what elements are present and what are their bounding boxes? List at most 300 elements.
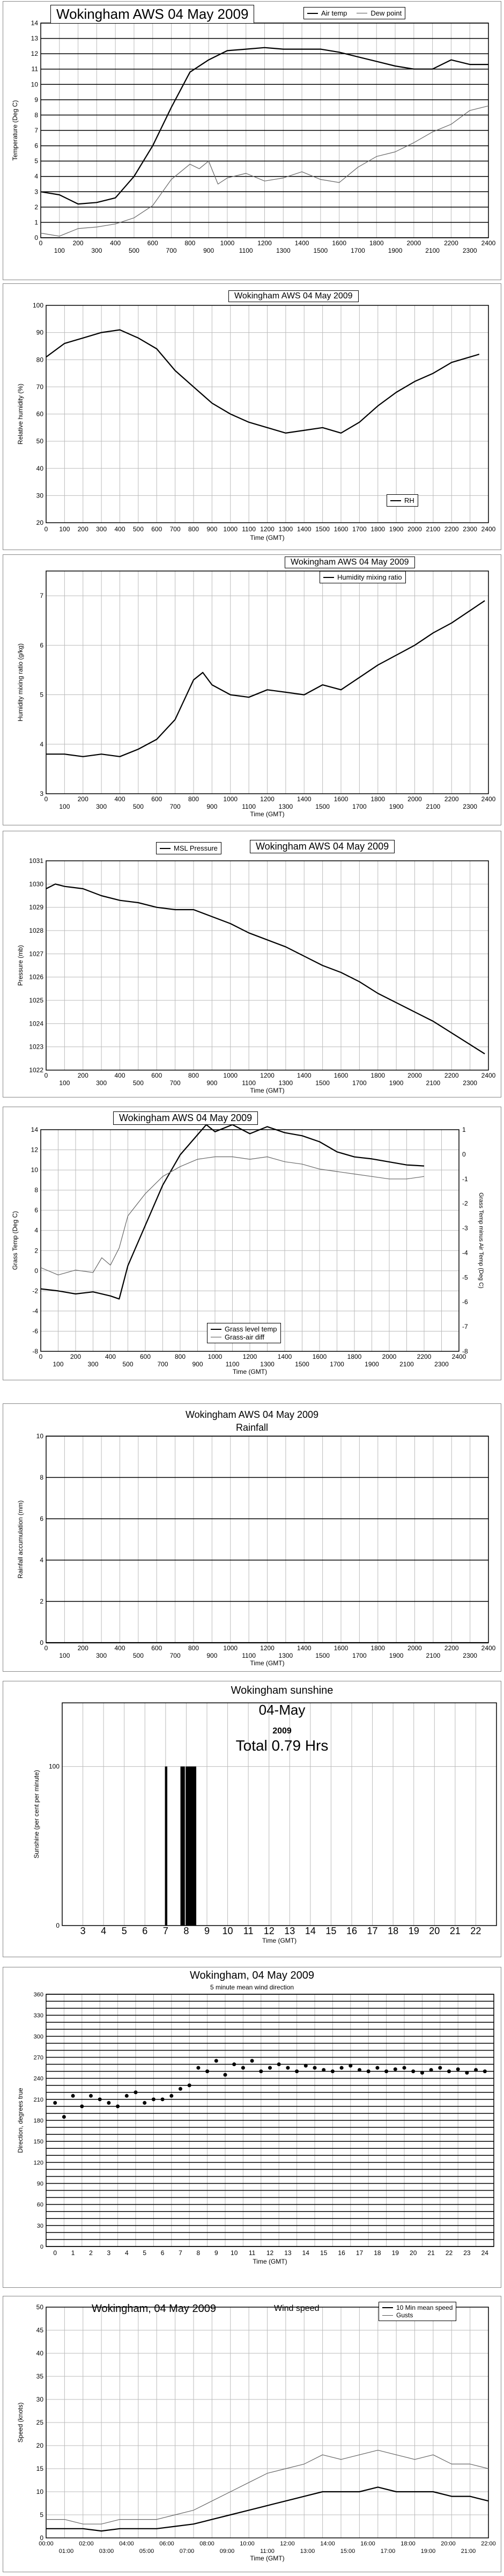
data-point <box>331 2069 335 2073</box>
x-tick-label: 2200 <box>417 1353 432 1360</box>
legend-grass-air-diff: Grass-air diff <box>225 1333 265 1341</box>
y-axis-label: Direction, degrees true <box>17 2088 24 2153</box>
x-tick-label: 06:00 <box>159 2541 174 2547</box>
x-tick-label: 0 <box>44 1072 48 1079</box>
x-tick-label: 200 <box>77 525 88 533</box>
x-tick-label: 600 <box>147 239 158 247</box>
x-tick-label: 12 <box>266 2249 274 2257</box>
pressure-legend <box>156 842 221 854</box>
y2-tick-label: -3 <box>462 1224 468 1232</box>
data-point <box>125 2094 129 2098</box>
y-tick-label: 25 <box>36 2419 43 2426</box>
x-tick-label: 2400 <box>481 525 496 533</box>
x-tick-label: 2300 <box>462 247 477 254</box>
x-tick-label: 16 <box>338 2249 345 2257</box>
x-tick-label: 8 <box>183 1926 189 1936</box>
y-tick-label: 40 <box>36 464 43 472</box>
y-tick-label: 35 <box>36 2373 43 2380</box>
x-tick-label: 2400 <box>481 1644 496 1652</box>
x-axis-label: Time (GMT) <box>253 2258 287 2265</box>
x-tick-label: 100 <box>59 803 70 810</box>
x-tick-label: 2300 <box>463 1079 477 1087</box>
x-tick-label: 800 <box>188 525 199 533</box>
data-point <box>224 2073 227 2077</box>
data-point <box>205 2069 209 2073</box>
x-tick-label: 3 <box>80 1926 86 1936</box>
data-point <box>214 2059 218 2063</box>
data-point <box>250 2059 254 2063</box>
data-point <box>71 2094 75 2098</box>
x-tick-label: 18 <box>388 1926 399 1936</box>
y-tick-label: 6 <box>34 1206 38 1214</box>
x-tick-label: 200 <box>77 1072 88 1079</box>
data-point <box>286 2066 290 2070</box>
x-tick-label: 700 <box>169 1079 181 1087</box>
y-tick-label: 10 <box>31 1166 38 1174</box>
y-tick-label: 100 <box>48 1762 60 1770</box>
y-axis-label: Humidity mixing ratio (g/kg) <box>17 643 24 722</box>
x-tick-label: 5 <box>121 1926 127 1936</box>
y-tick-label: 12 <box>31 50 38 58</box>
y-tick-label: 6 <box>40 641 43 649</box>
x-tick-label: 05:00 <box>139 2548 154 2555</box>
y-axis-label: Sunshine (per cent per minute) <box>33 1770 40 1858</box>
x-tick-label: 1200 <box>257 239 272 247</box>
x-tick-label: 500 <box>132 803 144 810</box>
y-tick-label: 10 <box>36 1432 43 1440</box>
x-tick-label: 100 <box>54 247 65 254</box>
data-point <box>367 2069 370 2073</box>
x-tick-label: 400 <box>114 525 125 533</box>
x-tick-label: 1 <box>71 2249 75 2257</box>
y-tick-label: 45 <box>36 2326 43 2334</box>
x-tick-label: 600 <box>151 1072 162 1079</box>
x-tick-label: 2000 <box>382 1353 397 1360</box>
x-tick-label: 08:00 <box>199 2541 214 2547</box>
x-tick-label: 1800 <box>369 239 384 247</box>
x-tick-label: 1900 <box>389 803 404 810</box>
mixing-ratio-chart <box>3 555 501 825</box>
y-tick-label: 5 <box>40 691 43 699</box>
y-tick-label: 0 <box>56 1922 60 1929</box>
data-point <box>375 2066 379 2070</box>
x-tick-label: 1700 <box>352 1079 367 1087</box>
x-tick-label: 22 <box>470 1926 481 1936</box>
x-tick-label: 1700 <box>351 247 365 254</box>
x-tick-label: 100 <box>59 1652 70 1659</box>
legend-grass-level-temp: Grass level temp <box>225 1325 277 1333</box>
x-tick-label: 11 <box>243 1926 254 1936</box>
x-tick-label: 23 <box>463 2249 471 2257</box>
y-tick-label: 90 <box>36 328 43 336</box>
y-tick-label: 60 <box>36 410 43 418</box>
x-tick-label: 700 <box>169 525 181 533</box>
x-tick-label: 9 <box>204 1926 210 1936</box>
x-tick-label: 2000 <box>407 1072 422 1079</box>
y2-tick-label: -5 <box>462 1274 468 1282</box>
wind-direction-chart-panel <box>3 1967 501 2288</box>
data-point <box>196 2066 200 2070</box>
x-tick-label: 7 <box>179 2249 182 2257</box>
y-axis-label: Temperature (Deg C) <box>11 100 19 161</box>
x-tick-label: 700 <box>166 247 177 254</box>
mixing-ratio-legend <box>320 571 406 583</box>
x-tick-label: 2400 <box>481 1072 496 1079</box>
y-tick-label: 150 <box>33 2139 43 2146</box>
x-tick-label: 17:00 <box>380 2548 396 2555</box>
data-point <box>277 2062 281 2066</box>
y-tick-label: 20 <box>36 2442 43 2449</box>
x-tick-label: 4 <box>101 1926 107 1936</box>
x-tick-label: 500 <box>122 1360 134 1368</box>
x-tick-label: 1000 <box>223 1644 238 1652</box>
x-tick-label: 300 <box>96 803 107 810</box>
data-point <box>304 2064 308 2068</box>
x-tick-label: 19 <box>408 1926 419 1936</box>
y-tick-label: 1023 <box>29 1043 43 1051</box>
x-tick-label: 300 <box>96 525 107 533</box>
y-tick-label: 0 <box>34 1267 38 1275</box>
x-tick-label: 1700 <box>330 1360 344 1368</box>
rh-legend <box>387 494 418 507</box>
chart-title: Wokingham sunshine <box>231 1685 333 1696</box>
pressure-chart <box>3 831 501 1097</box>
y-tick-label: 30 <box>36 2396 43 2403</box>
data-point <box>447 2069 451 2073</box>
chart-title: Wokingham, 04 May 2009 <box>92 2303 216 2315</box>
x-tick-label: 1000 <box>220 239 235 247</box>
x-tick-label: 14 <box>305 1926 316 1936</box>
x-tick-label: 1300 <box>278 1652 293 1659</box>
y-tick-label: 210 <box>33 2096 43 2103</box>
data-point <box>411 2069 415 2073</box>
y-tick-label: 4 <box>40 1556 43 1564</box>
y-tick-label: 1029 <box>29 903 43 911</box>
x-tick-label: 0 <box>44 525 48 533</box>
x-tick-label: 11 <box>248 2249 256 2257</box>
y-tick-label: 10 <box>31 80 38 89</box>
x-tick-label: 1400 <box>277 1353 292 1360</box>
x-tick-label: 2100 <box>426 1079 441 1087</box>
y-tick-label: 8 <box>34 111 38 119</box>
x-axis-label: Time (GMT) <box>232 1368 268 1375</box>
x-tick-label: 18 <box>374 2249 381 2257</box>
y-tick-label: 2 <box>34 203 38 211</box>
data-point <box>349 2064 352 2068</box>
sunshine-chart-panel <box>3 1681 501 1957</box>
x-tick-label: 13 <box>284 2249 292 2257</box>
data-point <box>340 2066 344 2070</box>
data-point <box>313 2066 317 2070</box>
data-point <box>169 2094 173 2098</box>
x-tick-label: 800 <box>188 795 199 803</box>
y-tick-label: 7 <box>40 592 43 600</box>
y2-tick-label: -7 <box>462 1323 468 1331</box>
x-tick-label: 6 <box>160 2249 165 2257</box>
y-tick-label: 60 <box>36 2201 43 2208</box>
y-tick-label: 0 <box>34 234 38 241</box>
x-tick-label: 9 <box>214 2249 218 2257</box>
x-tick-label: 2100 <box>426 803 441 810</box>
chart-title: Wokingham AWS 04 May 2009 <box>50 5 254 24</box>
rainfall-chart-panel <box>3 1403 501 1672</box>
data-point <box>429 2068 433 2072</box>
x-tick-label: 2000 <box>407 795 422 803</box>
y-tick-label: 30 <box>36 492 43 500</box>
y-tick-label: 90 <box>36 2180 43 2187</box>
data-point <box>161 2097 165 2101</box>
x-tick-label: 2000 <box>407 1644 422 1652</box>
x-tick-label: 1600 <box>333 1072 349 1079</box>
x-tick-label: 2200 <box>444 1644 459 1652</box>
y-tick-label: 20 <box>36 519 43 526</box>
x-tick-label: 1900 <box>389 525 404 533</box>
x-tick-label: 0 <box>44 1644 48 1652</box>
x-tick-label: 1200 <box>242 1353 257 1360</box>
x-tick-label: 100 <box>53 1360 64 1368</box>
x-tick-label: 02:00 <box>79 2541 94 2547</box>
x-tick-label: 2400 <box>481 795 496 803</box>
y-tick-label: 70 <box>36 383 43 391</box>
y-tick-label: 300 <box>33 2033 43 2040</box>
x-tick-label: 19:00 <box>420 2548 436 2555</box>
x-tick-label: 15 <box>325 1926 337 1936</box>
plot-frame <box>62 1703 496 1926</box>
x-axis-label: Time (GMT) <box>250 1659 285 1667</box>
y-tick-label: 4 <box>34 1226 38 1234</box>
x-tick-label: 1500 <box>313 247 328 254</box>
y-tick-label: 8 <box>40 1474 43 1481</box>
y-tick-label: 50 <box>36 2303 43 2311</box>
x-tick-label: 600 <box>151 1644 162 1652</box>
x-axis-label: Time (GMT) <box>250 2555 285 2562</box>
y-tick-label: 2 <box>40 1598 43 1605</box>
x-tick-label: 22 <box>445 2249 453 2257</box>
y-tick-label: 12 <box>31 1146 38 1154</box>
x-tick-label: 1100 <box>242 525 256 533</box>
y2-tick-label: -1 <box>462 1175 468 1183</box>
data-point <box>179 2087 182 2091</box>
legend-air-temp: Air temp <box>321 9 347 17</box>
x-tick-label: 1400 <box>297 525 312 533</box>
y-tick-label: 270 <box>33 2054 43 2061</box>
x-tick-label: 1800 <box>370 525 386 533</box>
legend-mixing-ratio: Humidity mixing ratio <box>337 573 402 581</box>
x-tick-label: 900 <box>206 525 218 533</box>
x-tick-label: 2000 <box>406 239 421 247</box>
y-tick-label: 3 <box>34 188 38 196</box>
data-point <box>62 2115 66 2119</box>
y-tick-label: -2 <box>32 1287 38 1295</box>
y-tick-label: 5 <box>40 2511 43 2519</box>
chart-title: Wokingham AWS 04 May 2009 <box>250 840 395 853</box>
x-tick-label: 19 <box>391 2249 399 2257</box>
x-tick-label: 00:00 <box>39 2541 54 2547</box>
x-axis-label: Time (GMT) <box>250 810 285 818</box>
data-point <box>188 2083 191 2087</box>
x-tick-label: 2400 <box>481 239 496 247</box>
x-tick-label: 1400 <box>297 1644 312 1652</box>
y-tick-label: 80 <box>36 356 43 364</box>
x-tick-label: 21 <box>427 2249 435 2257</box>
x-tick-label: 2200 <box>444 239 458 247</box>
y-tick-label: 40 <box>36 2350 43 2357</box>
temperature-chart-panel <box>3 1 501 280</box>
x-tick-label: 1900 <box>388 247 403 254</box>
wind-direction-chart <box>3 1967 501 2287</box>
chart-title: Wokingham AWS 04 May 2009 <box>113 1111 258 1125</box>
x-axis-label: Time (GMT) <box>250 1087 285 1094</box>
y-tick-label: 4 <box>34 172 38 180</box>
x-tick-label: 700 <box>169 1652 181 1659</box>
y-tick-label: 1022 <box>29 1066 43 1074</box>
data-point <box>483 2069 487 2073</box>
data-point <box>89 2094 93 2098</box>
x-tick-label: 10 <box>231 2249 238 2257</box>
x-tick-label: 20:00 <box>441 2541 456 2547</box>
x-tick-label: 1000 <box>223 1072 238 1079</box>
x-tick-label: 1600 <box>333 795 349 803</box>
x-tick-label: 21 <box>449 1926 461 1936</box>
y-tick-label: 30 <box>36 2222 43 2229</box>
x-tick-label: 1200 <box>260 1644 275 1652</box>
x-tick-label: 22:00 <box>481 2541 496 2547</box>
x-tick-label: 2200 <box>444 525 459 533</box>
y-tick-label: -4 <box>32 1307 38 1315</box>
x-tick-label: 1700 <box>352 803 367 810</box>
temperature-legend <box>303 7 405 19</box>
x-tick-label: 15:00 <box>340 2548 355 2555</box>
x-tick-label: 700 <box>169 803 181 810</box>
x-tick-label: 1100 <box>225 1360 240 1368</box>
x-tick-label: 1000 <box>207 1353 223 1360</box>
x-tick-label: 24 <box>481 2249 488 2257</box>
y-tick-label: 120 <box>33 2160 43 2167</box>
x-tick-label: 1300 <box>278 1079 293 1087</box>
rainfall-chart <box>3 1404 501 1671</box>
x-tick-label: 0 <box>53 2249 57 2257</box>
x-tick-label: 1900 <box>365 1360 379 1368</box>
data-point <box>456 2067 460 2071</box>
data-point <box>268 2066 272 2070</box>
data-point <box>241 2066 245 2070</box>
x-tick-label: 100 <box>59 525 70 533</box>
y-tick-label: 1031 <box>29 857 43 865</box>
y-tick-label: 4 <box>40 740 43 748</box>
wind-speed-legend <box>379 2302 456 2321</box>
data-point <box>465 2071 469 2075</box>
x-tick-label: 800 <box>188 1072 199 1079</box>
x-tick-label: 900 <box>203 247 214 254</box>
x-tick-label: 300 <box>87 1360 99 1368</box>
sunshine-chart <box>3 1681 501 1957</box>
y-tick-label: 360 <box>33 1992 43 1998</box>
y-tick-label: 11 <box>31 65 38 73</box>
x-tick-label: 1900 <box>389 1652 404 1659</box>
x-tick-label: 2 <box>89 2249 93 2257</box>
x-tick-label: 1000 <box>223 525 238 533</box>
x-tick-label: 14 <box>302 2249 309 2257</box>
y2-tick-label: 1 <box>462 1126 466 1133</box>
y-tick-label: 1 <box>34 218 38 226</box>
y-tick-label: 1025 <box>29 997 43 1004</box>
y-tick-label: 14 <box>31 19 38 27</box>
x-tick-label: 0 <box>39 1353 43 1360</box>
data-point <box>420 2071 424 2075</box>
data-point <box>474 2068 478 2072</box>
x-tick-label: 1300 <box>276 247 291 254</box>
x-tick-label: 1300 <box>278 803 293 810</box>
x-tick-label: 1400 <box>297 1072 312 1079</box>
x-tick-label: 900 <box>206 803 218 810</box>
data-point <box>232 2062 236 2066</box>
y-tick-label: 2 <box>34 1247 38 1255</box>
x-tick-label: 1600 <box>333 525 349 533</box>
series-line-msl-pressure <box>46 884 485 1053</box>
x-tick-label: 20 <box>410 2249 417 2257</box>
chart-title: Wokingham AWS 04 May 2009 <box>185 1409 319 1420</box>
y-tick-label: 100 <box>32 302 43 309</box>
x-tick-label: 4 <box>124 2249 129 2257</box>
x-tick-label: 900 <box>192 1360 203 1368</box>
x-tick-label: 1000 <box>223 795 238 803</box>
y-axis-label: Pressure (mb) <box>17 945 24 986</box>
pressure-chart-panel <box>3 831 501 1097</box>
x-tick-label: 1600 <box>333 1644 349 1652</box>
x-tick-label: 10:00 <box>240 2541 255 2547</box>
series-line-rh <box>46 330 479 433</box>
x-tick-label: 300 <box>96 1079 107 1087</box>
y2-tick-label: -2 <box>462 1199 468 1208</box>
x-tick-label: 04:00 <box>119 2541 134 2547</box>
x-tick-label: 03:00 <box>99 2548 114 2555</box>
y-tick-label: 240 <box>33 2075 43 2082</box>
y-axis-label: Relative humidity (%) <box>17 383 24 445</box>
x-tick-label: 3 <box>107 2249 111 2257</box>
x-tick-label: 1300 <box>278 525 293 533</box>
humidity-chart-panel <box>3 283 501 550</box>
x-tick-label: 400 <box>114 1072 125 1079</box>
x-tick-label: 200 <box>77 795 88 803</box>
x-tick-label: 400 <box>110 239 121 247</box>
chart-subtitle: 5 minute mean wind direction <box>210 1984 294 1991</box>
y-tick-label: 1030 <box>29 880 43 888</box>
x-tick-label: 600 <box>151 795 162 803</box>
x-tick-label: 500 <box>132 525 144 533</box>
y-tick-label: 15 <box>36 2465 43 2472</box>
x-tick-label: 2100 <box>426 1652 441 1659</box>
x-tick-label: 16 <box>346 1926 358 1936</box>
x-tick-label: 09:00 <box>219 2548 235 2555</box>
x-tick-label: 1200 <box>260 1072 275 1079</box>
data-point <box>394 2067 397 2071</box>
y-tick-label: 7 <box>34 127 38 134</box>
chart-title: Wokingham AWS 04 May 2009 <box>285 557 415 568</box>
x-tick-label: 2300 <box>463 803 477 810</box>
legend-rh: RH <box>404 496 414 504</box>
mixing-ratio-chart-panel <box>3 554 501 825</box>
legend-gusts: Gusts <box>396 2311 413 2319</box>
x-tick-label: 900 <box>206 1652 218 1659</box>
x-tick-label: 2200 <box>444 1072 459 1079</box>
wind-speed-chart <box>3 2296 501 2572</box>
y2-tick-label: 0 <box>462 1150 466 1158</box>
legend-msl-pressure: MSL Pressure <box>174 844 218 852</box>
y-tick-label: 5 <box>34 157 38 165</box>
x-tick-label: 16:00 <box>360 2541 375 2547</box>
total-label: Total 0.79 Hrs <box>235 1737 329 1754</box>
x-tick-label: 900 <box>206 1079 218 1087</box>
